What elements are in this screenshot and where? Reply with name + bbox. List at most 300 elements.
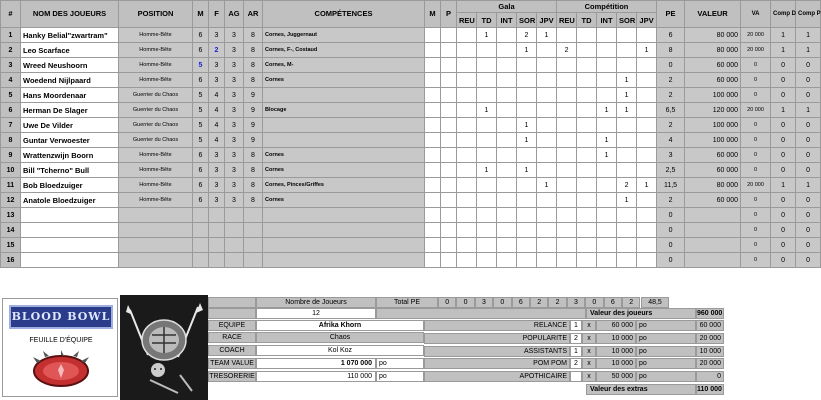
comp-sor[interactable] xyxy=(617,58,637,73)
player-position[interactable]: Guerrier du Chaos xyxy=(119,103,193,118)
stat-m[interactable]: 5 xyxy=(193,133,209,148)
comp-jpv[interactable] xyxy=(637,28,657,43)
gala-reu[interactable] xyxy=(457,133,477,148)
extra-qty[interactable]: 1 xyxy=(570,320,582,331)
injury-p[interactable] xyxy=(441,163,457,178)
injury-p[interactable] xyxy=(441,193,457,208)
stat-ag[interactable] xyxy=(225,238,244,253)
player-skills[interactable]: Cornes xyxy=(263,73,425,88)
stat-m[interactable] xyxy=(193,208,209,223)
comp-reu[interactable] xyxy=(557,253,577,268)
comp-int[interactable] xyxy=(597,58,617,73)
gala-int[interactable] xyxy=(497,208,517,223)
player-position[interactable] xyxy=(119,238,193,253)
gala-td[interactable] xyxy=(477,223,497,238)
player-skills[interactable]: Cornes, Juggernaut xyxy=(263,28,425,43)
gala-int[interactable] xyxy=(497,148,517,163)
comp-jpv[interactable] xyxy=(637,193,657,208)
injury-m[interactable] xyxy=(425,43,441,58)
player-skills[interactable]: Cornes xyxy=(263,148,425,163)
stat-ag[interactable]: 3 xyxy=(225,28,244,43)
gala-td[interactable]: 1 xyxy=(477,103,497,118)
gala-sor[interactable]: 1 xyxy=(517,43,537,58)
comp-td[interactable] xyxy=(577,148,597,163)
comp-jpv[interactable] xyxy=(637,208,657,223)
stat-f[interactable] xyxy=(209,253,225,268)
player-name[interactable]: Uwe De Vilder xyxy=(21,118,119,133)
comp-sor[interactable]: 1 xyxy=(617,103,637,118)
comp-td[interactable] xyxy=(577,163,597,178)
gala-sor[interactable]: 1 xyxy=(517,133,537,148)
gala-int[interactable] xyxy=(497,58,517,73)
stat-ar[interactable]: 9 xyxy=(244,88,263,103)
comp-td[interactable] xyxy=(577,43,597,58)
player-skills[interactable] xyxy=(263,223,425,238)
gala-jpv[interactable] xyxy=(537,253,557,268)
stat-ag[interactable]: 3 xyxy=(225,103,244,118)
injury-p[interactable] xyxy=(441,148,457,163)
player-name[interactable]: Bob Bloedzuiger xyxy=(21,178,119,193)
comp-sor[interactable]: 1 xyxy=(617,193,637,208)
comp-sor[interactable] xyxy=(617,223,637,238)
race-value[interactable]: Chaos xyxy=(256,332,424,343)
gala-td[interactable] xyxy=(477,148,497,163)
gala-int[interactable] xyxy=(497,253,517,268)
stat-m[interactable]: 6 xyxy=(193,178,209,193)
player-name[interactable]: Guntar Verwoester xyxy=(21,133,119,148)
injury-m[interactable] xyxy=(425,193,441,208)
gala-int[interactable] xyxy=(497,163,517,178)
stat-f[interactable] xyxy=(209,208,225,223)
gala-td[interactable] xyxy=(477,73,497,88)
gala-td[interactable] xyxy=(477,193,497,208)
injury-m[interactable] xyxy=(425,208,441,223)
gala-td[interactable] xyxy=(477,253,497,268)
player-position[interactable]: Homme-Bête xyxy=(119,148,193,163)
player-name[interactable] xyxy=(21,238,119,253)
stat-m[interactable]: 6 xyxy=(193,43,209,58)
comp-reu[interactable] xyxy=(557,88,577,103)
gala-td[interactable] xyxy=(477,118,497,133)
gala-jpv[interactable] xyxy=(537,133,557,148)
gala-jpv[interactable] xyxy=(537,163,557,178)
comp-int[interactable] xyxy=(597,73,617,88)
player-name[interactable]: Wreed Neushoorn xyxy=(21,58,119,73)
comp-td[interactable] xyxy=(577,73,597,88)
player-name[interactable]: Wrattenzwijn Boorn xyxy=(21,148,119,163)
player-name[interactable] xyxy=(21,208,119,223)
gala-int[interactable] xyxy=(497,118,517,133)
player-name[interactable]: Leo Scarface xyxy=(21,43,119,58)
gala-td[interactable] xyxy=(477,133,497,148)
stat-f[interactable]: 4 xyxy=(209,133,225,148)
comp-sor[interactable] xyxy=(617,208,637,223)
player-name[interactable]: Hanky Belial"zwartram" xyxy=(21,28,119,43)
gala-jpv[interactable] xyxy=(537,88,557,103)
injury-m[interactable] xyxy=(425,163,441,178)
comp-sor[interactable] xyxy=(617,163,637,178)
player-skills[interactable] xyxy=(263,238,425,253)
gala-sor[interactable] xyxy=(517,253,537,268)
gala-jpv[interactable] xyxy=(537,58,557,73)
stat-f[interactable]: 3 xyxy=(209,193,225,208)
stat-ag[interactable] xyxy=(225,223,244,238)
gala-jpv[interactable] xyxy=(537,103,557,118)
stat-ag[interactable]: 3 xyxy=(225,133,244,148)
player-skills[interactable] xyxy=(263,118,425,133)
extra-qty[interactable]: 2 xyxy=(570,333,582,344)
injury-m[interactable] xyxy=(425,58,441,73)
comp-td[interactable] xyxy=(577,28,597,43)
comp-td[interactable] xyxy=(577,118,597,133)
gala-int[interactable] xyxy=(497,223,517,238)
gala-td[interactable]: 1 xyxy=(477,163,497,178)
stat-f[interactable]: 4 xyxy=(209,103,225,118)
injury-p[interactable] xyxy=(441,178,457,193)
gala-reu[interactable] xyxy=(457,148,477,163)
stat-ar[interactable]: 9 xyxy=(244,103,263,118)
comp-jpv[interactable] xyxy=(637,223,657,238)
gala-int[interactable] xyxy=(497,88,517,103)
gala-int[interactable] xyxy=(497,193,517,208)
gala-reu[interactable] xyxy=(457,163,477,178)
injury-p[interactable] xyxy=(441,223,457,238)
equipe-value[interactable]: Afrika Khorn xyxy=(256,320,424,331)
comp-jpv[interactable] xyxy=(637,133,657,148)
gala-reu[interactable] xyxy=(457,193,477,208)
gala-int[interactable] xyxy=(497,238,517,253)
comp-reu[interactable] xyxy=(557,28,577,43)
gala-int[interactable] xyxy=(497,73,517,88)
player-name[interactable]: Woedend Nijlpaard xyxy=(21,73,119,88)
player-name[interactable] xyxy=(21,223,119,238)
gala-reu[interactable] xyxy=(457,118,477,133)
gala-reu[interactable] xyxy=(457,253,477,268)
injury-p[interactable] xyxy=(441,103,457,118)
stat-m[interactable]: 5 xyxy=(193,58,209,73)
gala-jpv[interactable] xyxy=(537,118,557,133)
comp-jpv[interactable] xyxy=(637,118,657,133)
gala-td[interactable] xyxy=(477,88,497,103)
comp-reu[interactable] xyxy=(557,238,577,253)
gala-reu[interactable] xyxy=(457,43,477,58)
player-position[interactable] xyxy=(119,253,193,268)
stat-m[interactable] xyxy=(193,223,209,238)
comp-reu[interactable] xyxy=(557,223,577,238)
injury-m[interactable] xyxy=(425,103,441,118)
stat-m[interactable]: 6 xyxy=(193,28,209,43)
comp-reu[interactable] xyxy=(557,148,577,163)
stat-ag[interactable]: 3 xyxy=(225,178,244,193)
injury-m[interactable] xyxy=(425,238,441,253)
comp-reu[interactable] xyxy=(557,208,577,223)
player-position[interactable]: Homme-Bête xyxy=(119,28,193,43)
comp-sor[interactable] xyxy=(617,43,637,58)
comp-int[interactable]: 1 xyxy=(597,148,617,163)
stat-ag[interactable]: 3 xyxy=(225,43,244,58)
player-position[interactable]: Guerrier du Chaos xyxy=(119,88,193,103)
coach-value[interactable]: Kol Koz xyxy=(256,345,424,356)
extra-qty[interactable]: 2 xyxy=(570,358,582,369)
stat-ar[interactable]: 8 xyxy=(244,163,263,178)
gala-sor[interactable]: 1 xyxy=(517,163,537,178)
injury-m[interactable] xyxy=(425,73,441,88)
nb-joueurs-value[interactable]: 12 xyxy=(256,308,376,319)
stat-ar[interactable]: 8 xyxy=(244,43,263,58)
comp-int[interactable] xyxy=(597,208,617,223)
comp-reu[interactable] xyxy=(557,73,577,88)
player-position[interactable]: Homme-Bête xyxy=(119,178,193,193)
comp-jpv[interactable] xyxy=(637,73,657,88)
comp-td[interactable] xyxy=(577,238,597,253)
stat-ar[interactable] xyxy=(244,223,263,238)
comp-reu[interactable] xyxy=(557,118,577,133)
injury-m[interactable] xyxy=(425,88,441,103)
injury-m[interactable] xyxy=(425,253,441,268)
comp-sor[interactable]: 1 xyxy=(617,73,637,88)
stat-f[interactable] xyxy=(209,238,225,253)
extra-qty[interactable] xyxy=(570,371,582,382)
comp-reu[interactable] xyxy=(557,178,577,193)
comp-jpv[interactable] xyxy=(637,103,657,118)
comp-jpv[interactable] xyxy=(637,88,657,103)
stat-m[interactable] xyxy=(193,238,209,253)
player-skills[interactable]: Cornes, Pinces/Griffes xyxy=(263,178,425,193)
comp-int[interactable] xyxy=(597,193,617,208)
comp-reu[interactable] xyxy=(557,163,577,178)
gala-reu[interactable] xyxy=(457,178,477,193)
injury-m[interactable] xyxy=(425,118,441,133)
comp-reu[interactable] xyxy=(557,103,577,118)
gala-reu[interactable] xyxy=(457,58,477,73)
gala-int[interactable] xyxy=(497,133,517,148)
comp-sor[interactable] xyxy=(617,253,637,268)
comp-td[interactable] xyxy=(577,103,597,118)
gala-jpv[interactable]: 1 xyxy=(537,178,557,193)
player-position[interactable]: Homme-Bête xyxy=(119,163,193,178)
player-name[interactable]: Bill "Tcherno" Bull xyxy=(21,163,119,178)
injury-m[interactable] xyxy=(425,178,441,193)
stat-f[interactable]: 3 xyxy=(209,178,225,193)
player-position[interactable] xyxy=(119,223,193,238)
stat-ag[interactable] xyxy=(225,208,244,223)
gala-td[interactable] xyxy=(477,58,497,73)
player-position[interactable]: Homme-Bête xyxy=(119,43,193,58)
stat-ag[interactable]: 3 xyxy=(225,58,244,73)
player-skills[interactable]: Blocage xyxy=(263,103,425,118)
gala-sor[interactable] xyxy=(517,148,537,163)
stat-f[interactable] xyxy=(209,223,225,238)
comp-int[interactable] xyxy=(597,118,617,133)
player-position[interactable]: Homme-Bête xyxy=(119,58,193,73)
stat-ag[interactable]: 3 xyxy=(225,163,244,178)
gala-sor[interactable] xyxy=(517,238,537,253)
comp-td[interactable] xyxy=(577,253,597,268)
gala-int[interactable] xyxy=(497,43,517,58)
player-position[interactable]: Guerrier du Chaos xyxy=(119,118,193,133)
stat-f[interactable]: 3 xyxy=(209,73,225,88)
comp-int[interactable] xyxy=(597,43,617,58)
player-skills[interactable]: Cornes, F-, Costaud xyxy=(263,43,425,58)
player-position[interactable]: Homme-Bête xyxy=(119,73,193,88)
player-name[interactable]: Anatole Bloedzuiger xyxy=(21,193,119,208)
stat-ar[interactable]: 8 xyxy=(244,193,263,208)
comp-td[interactable] xyxy=(577,193,597,208)
stat-ar[interactable] xyxy=(244,238,263,253)
comp-jpv[interactable] xyxy=(637,253,657,268)
gala-reu[interactable] xyxy=(457,103,477,118)
extra-qty[interactable]: 1 xyxy=(570,346,582,357)
comp-jpv[interactable] xyxy=(637,163,657,178)
comp-int[interactable] xyxy=(597,88,617,103)
stat-f[interactable]: 4 xyxy=(209,88,225,103)
gala-sor[interactable]: 2 xyxy=(517,28,537,43)
comp-td[interactable] xyxy=(577,58,597,73)
comp-td[interactable] xyxy=(577,133,597,148)
injury-p[interactable] xyxy=(441,133,457,148)
comp-sor[interactable]: 2 xyxy=(617,178,637,193)
stat-m[interactable]: 6 xyxy=(193,163,209,178)
injury-p[interactable] xyxy=(441,253,457,268)
injury-m[interactable] xyxy=(425,133,441,148)
comp-td[interactable] xyxy=(577,208,597,223)
comp-jpv[interactable] xyxy=(637,148,657,163)
comp-td[interactable] xyxy=(577,223,597,238)
player-skills[interactable] xyxy=(263,133,425,148)
injury-p[interactable] xyxy=(441,208,457,223)
player-name[interactable]: Hans Moordenaar xyxy=(21,88,119,103)
gala-sor[interactable] xyxy=(517,103,537,118)
gala-sor[interactable] xyxy=(517,88,537,103)
stat-ag[interactable]: 3 xyxy=(225,148,244,163)
comp-reu[interactable] xyxy=(557,133,577,148)
gala-reu[interactable] xyxy=(457,28,477,43)
gala-td[interactable] xyxy=(477,238,497,253)
player-skills[interactable]: Cornes xyxy=(263,193,425,208)
comp-int[interactable] xyxy=(597,253,617,268)
player-skills[interactable] xyxy=(263,253,425,268)
gala-sor[interactable] xyxy=(517,73,537,88)
comp-jpv[interactable] xyxy=(637,238,657,253)
injury-p[interactable] xyxy=(441,43,457,58)
gala-int[interactable] xyxy=(497,28,517,43)
tresorerie-value[interactable]: 110 000 xyxy=(256,371,376,382)
comp-int[interactable]: 1 xyxy=(597,133,617,148)
stat-f[interactable]: 3 xyxy=(209,28,225,43)
gala-reu[interactable] xyxy=(457,88,477,103)
stat-ar[interactable]: 8 xyxy=(244,58,263,73)
injury-m[interactable] xyxy=(425,148,441,163)
stat-m[interactable]: 6 xyxy=(193,73,209,88)
gala-jpv[interactable]: 1 xyxy=(537,28,557,43)
player-name[interactable] xyxy=(21,253,119,268)
injury-p[interactable] xyxy=(441,73,457,88)
comp-jpv[interactable]: 1 xyxy=(637,178,657,193)
gala-jpv[interactable] xyxy=(537,238,557,253)
comp-int[interactable] xyxy=(597,238,617,253)
stat-ag[interactable]: 3 xyxy=(225,88,244,103)
stat-ar[interactable]: 9 xyxy=(244,118,263,133)
stat-f[interactable]: 3 xyxy=(209,163,225,178)
player-position[interactable]: Homme-Bête xyxy=(119,193,193,208)
stat-f[interactable]: 4 xyxy=(209,118,225,133)
comp-td[interactable] xyxy=(577,88,597,103)
comp-sor[interactable] xyxy=(617,148,637,163)
stat-f[interactable]: 2 xyxy=(209,43,225,58)
gala-sor[interactable] xyxy=(517,223,537,238)
comp-int[interactable] xyxy=(597,163,617,178)
comp-int[interactable] xyxy=(597,178,617,193)
gala-int[interactable] xyxy=(497,103,517,118)
comp-int[interactable] xyxy=(597,223,617,238)
comp-sor[interactable] xyxy=(617,133,637,148)
gala-reu[interactable] xyxy=(457,208,477,223)
player-skills[interactable]: Cornes xyxy=(263,163,425,178)
gala-sor[interactable] xyxy=(517,58,537,73)
injury-p[interactable] xyxy=(441,58,457,73)
stat-ag[interactable]: 3 xyxy=(225,193,244,208)
comp-reu[interactable]: 2 xyxy=(557,43,577,58)
comp-sor[interactable] xyxy=(617,118,637,133)
stat-ar[interactable]: 8 xyxy=(244,28,263,43)
comp-reu[interactable] xyxy=(557,58,577,73)
injury-p[interactable] xyxy=(441,88,457,103)
gala-sor[interactable] xyxy=(517,208,537,223)
comp-int[interactable] xyxy=(597,28,617,43)
player-position[interactable]: Guerrier du Chaos xyxy=(119,133,193,148)
injury-m[interactable] xyxy=(425,223,441,238)
gala-reu[interactable] xyxy=(457,238,477,253)
gala-int[interactable] xyxy=(497,178,517,193)
gala-td[interactable] xyxy=(477,208,497,223)
gala-jpv[interactable] xyxy=(537,43,557,58)
comp-jpv[interactable] xyxy=(637,58,657,73)
comp-td[interactable] xyxy=(577,178,597,193)
injury-p[interactable] xyxy=(441,118,457,133)
gala-reu[interactable] xyxy=(457,73,477,88)
gala-td[interactable] xyxy=(477,43,497,58)
stat-f[interactable]: 3 xyxy=(209,58,225,73)
gala-jpv[interactable] xyxy=(537,208,557,223)
gala-td[interactable]: 1 xyxy=(477,28,497,43)
player-position[interactable] xyxy=(119,208,193,223)
gala-sor[interactable] xyxy=(517,178,537,193)
gala-jpv[interactable] xyxy=(537,223,557,238)
comp-sor[interactable]: 1 xyxy=(617,88,637,103)
stat-ar[interactable]: 9 xyxy=(244,133,263,148)
player-skills[interactable] xyxy=(263,88,425,103)
player-name[interactable]: Herman De Slager xyxy=(21,103,119,118)
stat-m[interactable] xyxy=(193,253,209,268)
stat-m[interactable]: 5 xyxy=(193,118,209,133)
stat-ar[interactable]: 8 xyxy=(244,178,263,193)
stat-m[interactable]: 5 xyxy=(193,103,209,118)
stat-f[interactable]: 3 xyxy=(209,148,225,163)
stat-ar[interactable] xyxy=(244,253,263,268)
player-skills[interactable]: Cornes, M- xyxy=(263,58,425,73)
injury-p[interactable] xyxy=(441,238,457,253)
comp-sor[interactable] xyxy=(617,238,637,253)
injury-p[interactable] xyxy=(441,28,457,43)
gala-jpv[interactable] xyxy=(537,193,557,208)
gala-jpv[interactable] xyxy=(537,148,557,163)
comp-int[interactable]: 1 xyxy=(597,103,617,118)
stat-ag[interactable] xyxy=(225,253,244,268)
comp-reu[interactable] xyxy=(557,193,577,208)
stat-m[interactable]: 5 xyxy=(193,88,209,103)
stat-ar[interactable] xyxy=(244,208,263,223)
injury-m[interactable] xyxy=(425,28,441,43)
